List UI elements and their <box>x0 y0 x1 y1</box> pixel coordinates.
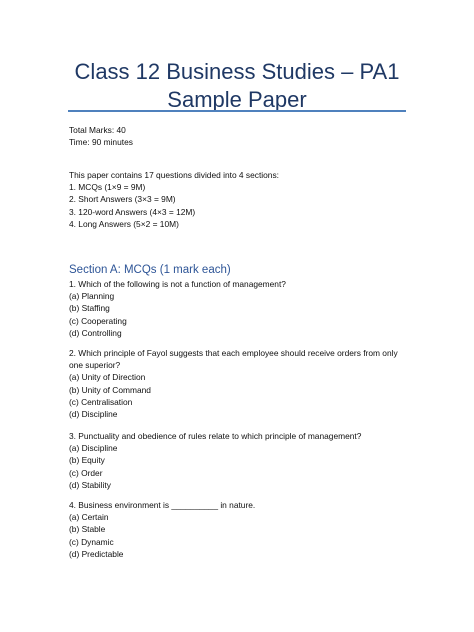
title-underline <box>68 110 406 112</box>
answer-option: (b) Stable <box>69 524 106 535</box>
answer-option: (a) Unity of Direction <box>69 372 146 383</box>
overview-lead: This paper contains 17 questions divided into 4 sections: <box>69 170 279 180</box>
total-marks: Total Marks: 40 <box>69 125 126 135</box>
question-4 <box>69 499 409 560</box>
section-a-heading: Section A: MCQs (1 mark each) <box>69 264 231 276</box>
question-text: 2. Which principle of Fayol suggests that each employee should receive orders from only one superior? <box>69 348 398 371</box>
paper-overview <box>69 169 409 230</box>
answer-option: (c) Centralisation <box>69 396 133 407</box>
answer-option: (c) Cooperating <box>69 315 127 326</box>
answer-option: (b) Equity <box>69 455 105 466</box>
question-text: 4. Business environment is __________ in nature. <box>69 500 256 510</box>
overview-section: 1. MCQs (1×9 = 9M) <box>69 182 146 193</box>
answer-option: (d) Stability <box>69 479 111 490</box>
answer-option: (c) Dynamic <box>69 536 114 547</box>
question-1 <box>69 278 409 339</box>
question-3 <box>69 430 409 491</box>
question-2 <box>69 347 409 420</box>
answer-option: (c) Order <box>69 467 103 478</box>
answer-option: (d) Controlling <box>69 327 122 338</box>
answer-option: (a) Certain <box>69 512 109 523</box>
answer-option: (d) Predictable <box>69 548 124 559</box>
overview-section: 3. 120-word Answers (4×3 = 12M) <box>69 206 196 217</box>
answer-option: (a) Planning <box>69 291 115 302</box>
page-title: Class 12 Business Studies – PA1 Sample Paper <box>74 59 400 112</box>
answer-option: (b) Staffing <box>69 303 110 314</box>
answer-option: (b) Unity of Command <box>69 384 151 395</box>
answer-option: (d) Discipline <box>69 409 118 420</box>
question-text: 1. Which of the following is not a function of management? <box>69 279 286 289</box>
paper-info <box>69 124 409 148</box>
overview-section: 2. Short Answers (3×3 = 9M) <box>69 194 176 205</box>
time-allowed: Time: 90 minutes <box>69 137 133 148</box>
overview-section: 4. Long Answers (5×2 = 10M) <box>69 218 179 229</box>
question-text: 3. Punctuality and obedience of rules relate to which principle of management? <box>69 431 362 441</box>
answer-option: (a) Discipline <box>69 443 118 454</box>
